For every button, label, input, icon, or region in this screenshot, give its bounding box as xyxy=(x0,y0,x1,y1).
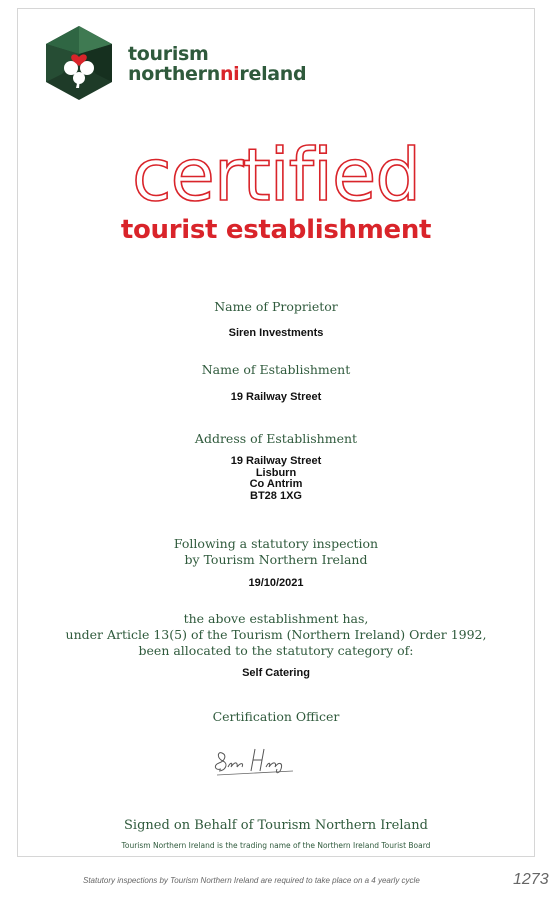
tourism-ni-logo xyxy=(42,24,307,102)
certificate xyxy=(17,8,535,857)
brand-line-2: northernnireland xyxy=(128,63,307,85)
signed-on-behalf: Signed on Behalf of Tourism Northern Ireland xyxy=(124,818,428,833)
address-line: BT28 1XG xyxy=(250,489,302,502)
brand-wordmark xyxy=(128,44,306,84)
page-number: 1273 xyxy=(513,871,549,888)
statutory-category: Self Catering xyxy=(242,667,310,679)
certificate-subtitle: tourist establishment xyxy=(120,215,432,245)
inspection-line-1: Following a statutory inspection xyxy=(173,536,379,551)
establishment-value: 19 Railway Street xyxy=(230,391,322,403)
officer-label: Certification Officer xyxy=(212,709,340,724)
inspection-cycle-footnote: Statutory inspections by Tourism Northern Ireland are required to take place on a 4 yearly cycle xyxy=(83,876,420,885)
signature-icon xyxy=(211,741,301,781)
address-label: Address of Establishment xyxy=(194,431,358,446)
address-line: Lisburn xyxy=(255,466,297,479)
proprietor-value: Siren Investments xyxy=(228,327,324,339)
trading-name-note: Tourism Northern Ireland is the trading name of the Northern Ireland Tourist Board xyxy=(121,841,431,850)
brand-line-1: tourism xyxy=(128,43,209,65)
allocation-line-2: under Article 13(5) of the Tourism (Northern Ireland) Order 1992, xyxy=(65,627,487,642)
inspection-date: 19/10/2021 xyxy=(248,577,304,589)
allocation-line-1: the above establishment has, xyxy=(183,611,369,626)
officer-signature xyxy=(211,741,301,785)
establishment-label: Name of Establishment xyxy=(201,362,351,377)
hexagon-shamrock-logo-icon xyxy=(42,24,116,102)
certified-title: certified xyxy=(131,133,421,217)
proprietor-label: Name of Proprietor xyxy=(214,299,338,314)
inspection-line-2: by Tourism Northern Ireland xyxy=(184,552,368,567)
address-line: Co Antrim xyxy=(249,478,303,490)
address-block xyxy=(18,456,534,502)
allocation-line-3: been allocated to the statutory category of: xyxy=(138,643,414,658)
address-line: 19 Railway Street xyxy=(230,455,322,467)
